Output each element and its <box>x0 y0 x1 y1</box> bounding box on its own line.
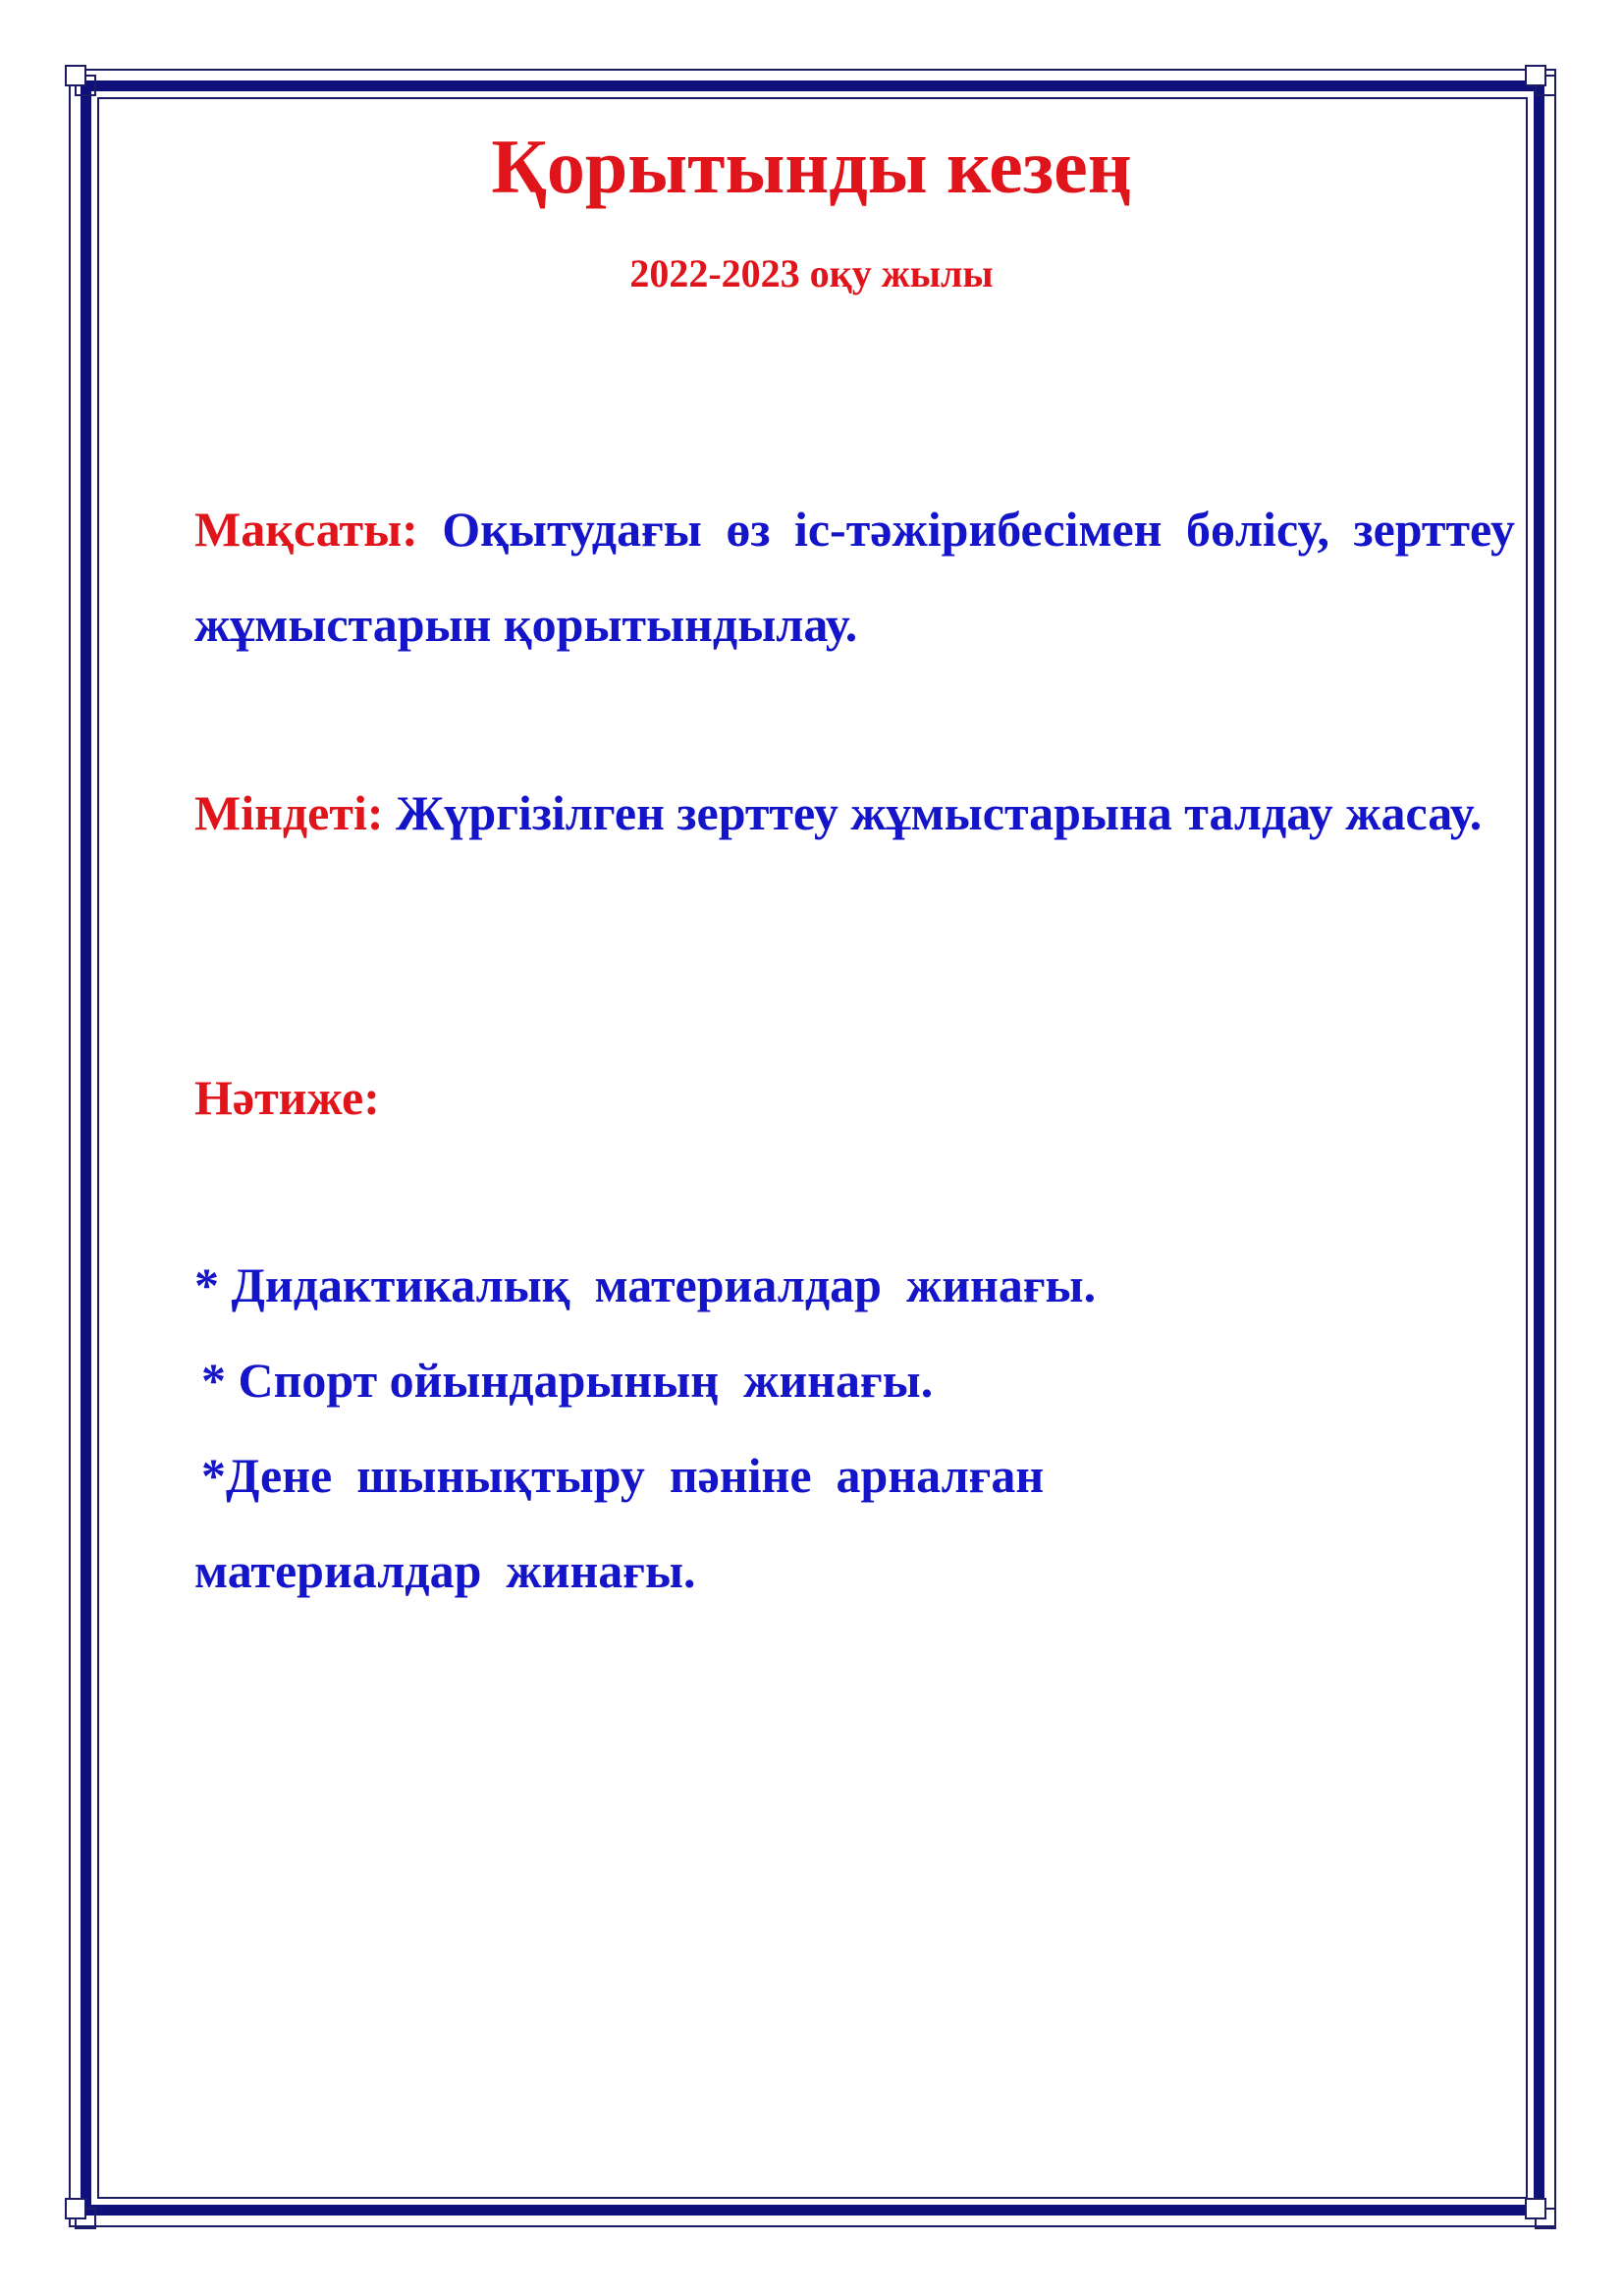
academic-year: 2022-2023 оқу жылы <box>629 251 994 295</box>
task-paragraph <box>194 766 1515 861</box>
goal-label: Мақсаты: <box>194 502 418 557</box>
border-corner-top-left <box>65 65 98 98</box>
result-item: * Спорт ойындарының жинағы. <box>201 1353 934 1408</box>
border-corner-bottom-left <box>65 2198 98 2231</box>
goal-text: Оқытудағы өз іс-тәжірибесімен бөлісу, зерттеу жұмыстарын қорытындылау. <box>194 502 1516 652</box>
result-item: материалдар жинағы. <box>194 1543 696 1598</box>
page-title: Қорытынды кезең <box>491 124 1132 209</box>
task-label: Міндеті: <box>194 785 384 840</box>
goal-paragraph <box>194 482 1515 672</box>
border-corner-bottom-right <box>1525 2198 1558 2231</box>
result-item: *Дене шынықтыру пәніне арналған <box>201 1448 1045 1503</box>
result-item: * Дидактикалық материалдар жинағы. <box>194 1257 1097 1312</box>
page-border-inner <box>97 97 1528 2199</box>
task-text: Жүргізілген зерттеу жұмыстарына талдау жасау. <box>395 785 1483 840</box>
result-label: Нәтиже: <box>194 1070 380 1125</box>
border-corner-top-right <box>1525 65 1558 98</box>
